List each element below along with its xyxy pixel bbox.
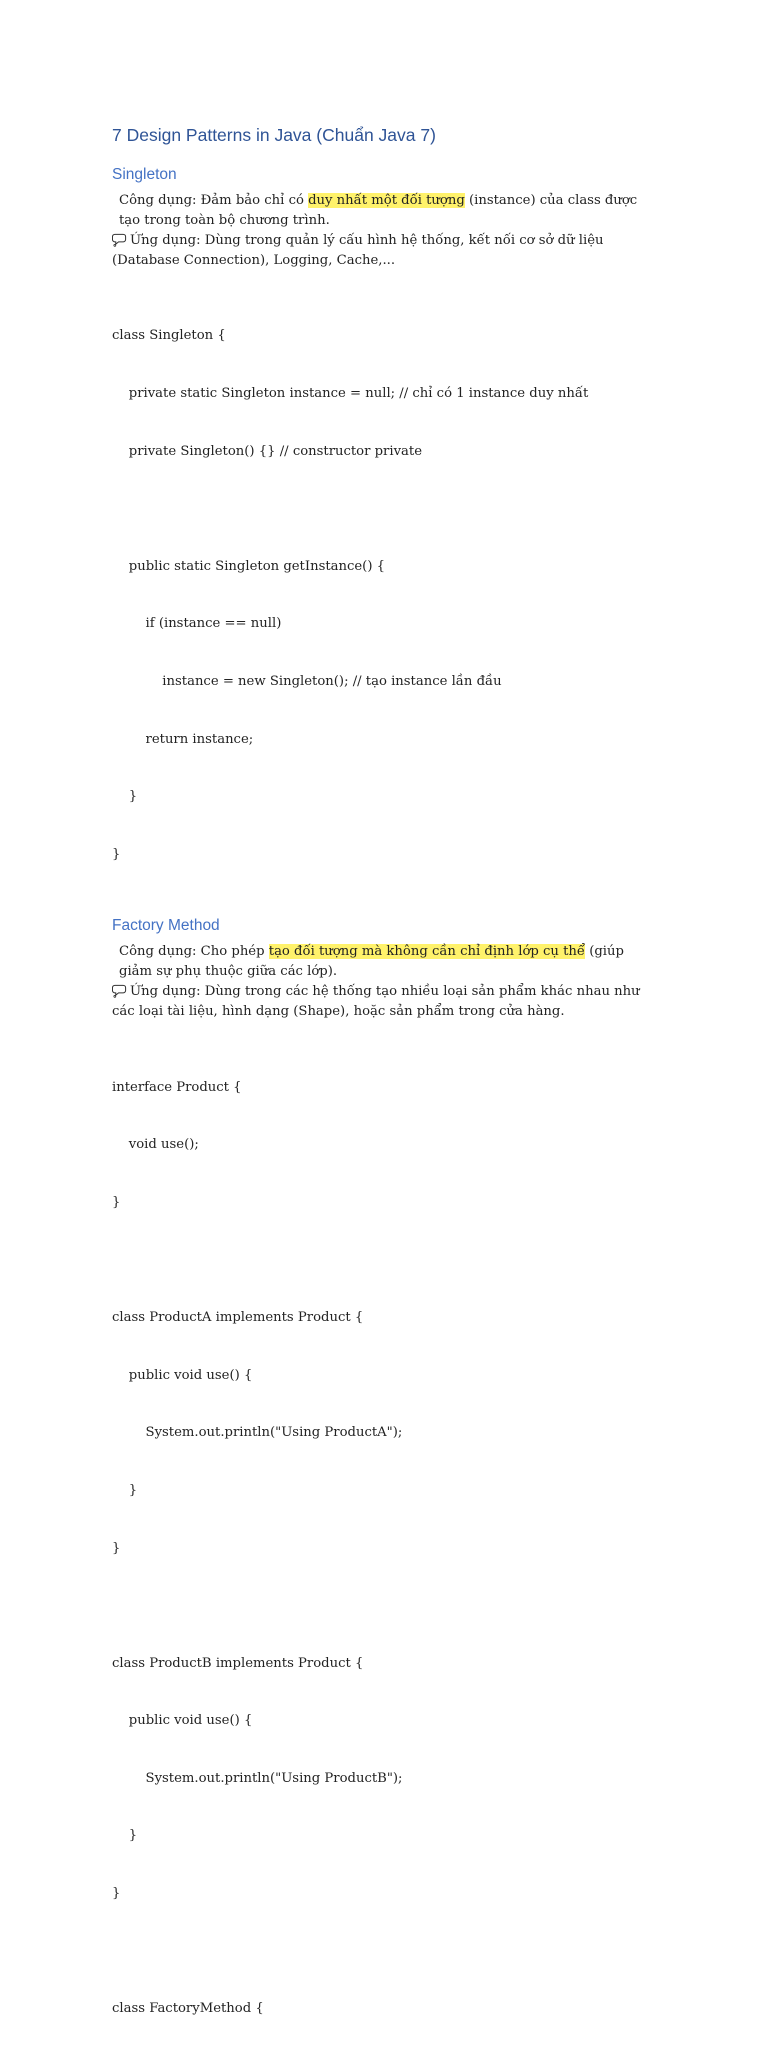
code-line: } bbox=[112, 1540, 121, 1556]
code-line: return instance; bbox=[112, 731, 254, 747]
code-line: class FactoryMethod { bbox=[112, 2001, 264, 2017]
code-line: public void use() { bbox=[112, 1713, 253, 1729]
code-line bbox=[112, 499, 657, 518]
code-line: } bbox=[112, 1886, 121, 1902]
singleton-purpose-highlight: duy nhất một đối tượng bbox=[308, 193, 465, 208]
factory-purpose-highlight: tạo đối tượng mà không cần chỉ định lớp cụ thể bbox=[268, 944, 585, 960]
section-heading-factory-method: Factory Method bbox=[112, 917, 220, 935]
code-line: } bbox=[112, 1482, 138, 1498]
code-line: void use(); bbox=[112, 1137, 199, 1153]
code-line: private Singleton() {} // constructor private bbox=[112, 443, 422, 459]
code-line: private static Singleton instance = null; // chỉ có 1 instance duy nhất bbox=[112, 386, 589, 401]
singleton-purpose bbox=[112, 191, 657, 231]
factory-code-block bbox=[112, 1039, 657, 2048]
factory-purpose bbox=[112, 942, 657, 982]
factory-usage-text: Ứng dụng: Dùng trong các hệ thống tạo nhiều loại sản phẩm khác nhau như các loại tài liệu, hình dạng (Shape), hoặc sản phẩm trong cửa hàng. bbox=[112, 984, 640, 1020]
code-line bbox=[112, 1251, 657, 1270]
code-line: public void use() { bbox=[112, 1367, 253, 1383]
factory-usage bbox=[112, 982, 657, 1022]
singleton-purpose-prefix: Công dụng: Đảm bảo chỉ có bbox=[119, 193, 309, 208]
code-line: } bbox=[112, 1194, 121, 1210]
singleton-usage bbox=[112, 231, 657, 271]
code-line: class ProductB implements Product { bbox=[112, 1655, 364, 1671]
code-line: System.out.println("Using ProductB"); bbox=[112, 1770, 403, 1786]
code-line: instance = new Singleton(); // tạo instance lần đầu bbox=[112, 673, 502, 689]
document-content bbox=[112, 120, 657, 2048]
factory-purpose-suffix: (giúp giảm sự phụ thuộc giữa các lớp). bbox=[119, 944, 624, 980]
factory-purpose-prefix: Công dụng: Cho phép bbox=[119, 944, 269, 960]
code-line bbox=[112, 1942, 657, 1961]
code-line: interface Product { bbox=[112, 1079, 242, 1095]
code-line: public static Singleton getInstance() { bbox=[112, 558, 386, 574]
code-line: if (instance == null) bbox=[112, 616, 282, 632]
thought-bubble-icon bbox=[112, 232, 127, 247]
document-title: 7 Design Patterns in Java (Chuẩn Java 7) bbox=[112, 125, 436, 145]
singleton-purpose-suffix: (instance) của class được tạo trong toàn bộ chương trình. bbox=[119, 193, 638, 228]
code-line: System.out.println("Using ProductA"); bbox=[112, 1425, 403, 1441]
code-line bbox=[112, 1596, 657, 1615]
code-line: } bbox=[112, 846, 121, 862]
section-heading-singleton: Singleton bbox=[112, 166, 177, 183]
singleton-usage-text: Ứng dụng: Dùng trong quản lý cấu hình hệ thống, kết nối cơ sở dữ liệu (Database Connection), Logging, Cache,... bbox=[112, 233, 604, 268]
thought-bubble-icon bbox=[112, 983, 127, 998]
code-line: class ProductA implements Product { bbox=[112, 1310, 364, 1326]
singleton-code-block bbox=[112, 288, 657, 902]
code-line: } bbox=[112, 1828, 138, 1844]
code-line: } bbox=[112, 789, 138, 805]
code-line: class Singleton { bbox=[112, 328, 226, 344]
